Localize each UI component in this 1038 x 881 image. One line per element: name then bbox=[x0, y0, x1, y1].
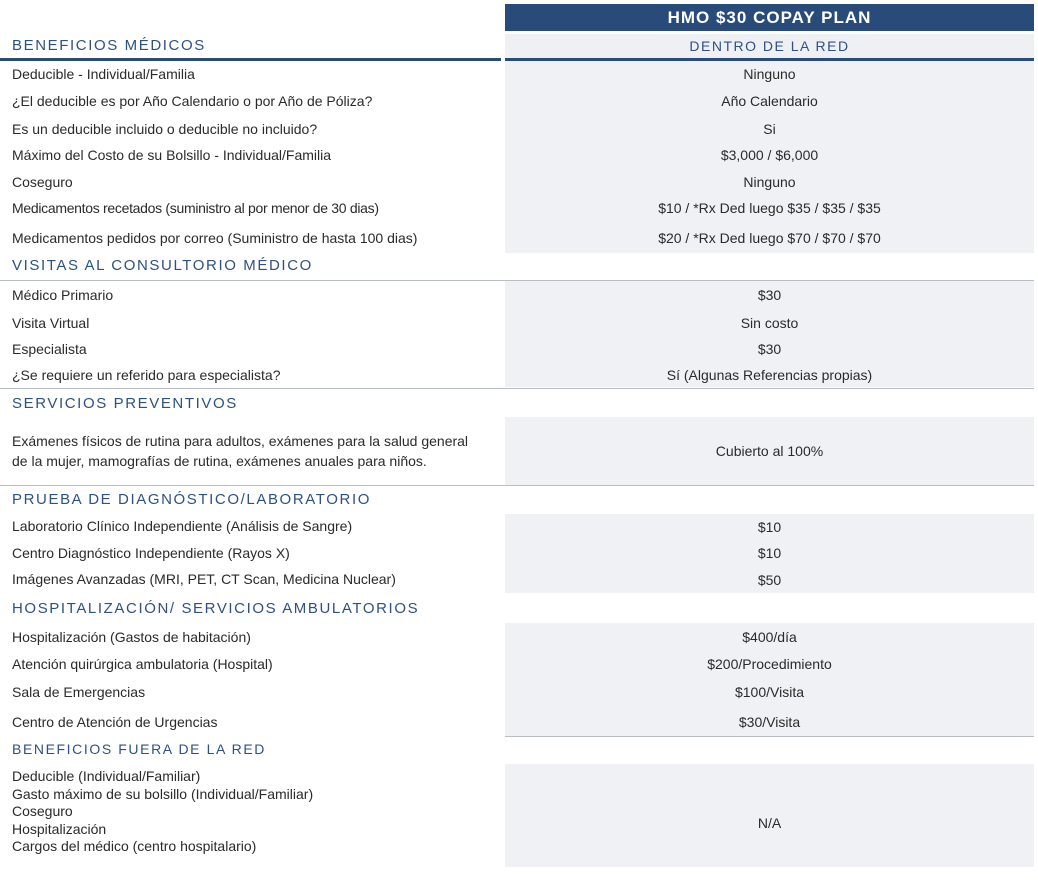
row-value: $10 bbox=[757, 545, 782, 561]
row-label: Centro Diagnóstico Independiente (Rayos X) bbox=[12, 545, 290, 561]
network-column-header: DENTRO DE LA RED bbox=[505, 34, 1034, 58]
out-of-network-labels bbox=[12, 768, 492, 864]
section-title-office-visits: VISITAS AL CONSULTORIO MÉDICO bbox=[12, 257, 313, 274]
row-value: $20 / *Rx Ded luego $70 / $70 / $70 bbox=[658, 230, 881, 246]
row-value: Cubierto al 100% bbox=[715, 443, 824, 459]
row-value: $400/día bbox=[742, 628, 797, 645]
plan-title: HMO $30 COPAY PLAN bbox=[505, 4, 1034, 31]
row-label: Hospitalización bbox=[12, 820, 107, 837]
row-label: Hospitalización (Gastos de habitación) bbox=[12, 628, 251, 645]
divider bbox=[0, 485, 1034, 486]
row-value: $50 bbox=[757, 572, 782, 588]
section-title-preventive-services: SERVICIOS PREVENTIVOS bbox=[12, 395, 238, 412]
row-label: Medicamentos pedidos por correo (Suministro de hasta 100 dias) bbox=[12, 230, 418, 246]
row-label: Es un deducible incluido o deducible no incluido? bbox=[12, 120, 318, 137]
row-value: $30/Visita bbox=[738, 713, 801, 730]
row-label: Médico Primario bbox=[12, 287, 114, 303]
row-label: Cargos del médico (centro hospitalario) bbox=[12, 838, 257, 854]
row-label: Coseguro bbox=[12, 173, 73, 190]
divider bbox=[0, 58, 501, 61]
section-title-diagnostic-lab: PRUEBA DE DIAGNÓSTICO/LABORATORIO bbox=[12, 491, 371, 508]
row-value: N/A bbox=[757, 814, 782, 831]
row-label: Imágenes Avanzadas (MRI, PET, CT Scan, Medicina Nuclear) bbox=[12, 571, 396, 587]
row-value: Sin costo bbox=[740, 314, 799, 331]
row-value: $3,000 / $6,000 bbox=[720, 147, 819, 163]
row-value: $10 bbox=[757, 519, 782, 535]
row-value: Año Calendario bbox=[721, 93, 818, 109]
divider bbox=[505, 736, 1034, 737]
row-label: Gasto máximo de su bolsillo (Individual/Familiar) bbox=[12, 785, 314, 802]
row-label: Sala de Emergencias bbox=[12, 684, 146, 700]
row-value: Sí (Algunas Referencias propias) bbox=[666, 367, 873, 383]
row-value: Ninguno bbox=[743, 66, 796, 82]
row-value: $200/Procedimiento bbox=[707, 655, 832, 672]
row-label: Laboratorio Clínico Independiente (Análisis de Sangre) bbox=[12, 518, 353, 534]
row-label: ¿Se requiere un referido para especialista? bbox=[12, 367, 281, 383]
row-label: Deducible - Individual/Familia bbox=[12, 66, 195, 82]
row-label: Deducible (Individual/Familiar) bbox=[12, 768, 201, 784]
divider bbox=[0, 280, 1034, 281]
row-label: Coseguro bbox=[12, 803, 73, 819]
section-title-out-of-network: BENEFICIOS FUERA DE LA RED bbox=[12, 741, 266, 757]
row-label: Máximo del Costo de su Bolsillo - Individual/Familia bbox=[12, 147, 332, 163]
divider bbox=[0, 388, 1034, 389]
row-label: Medicamentos recetados (suministro al por menor de 30 dias) bbox=[12, 200, 379, 216]
row-value: $100/Visita bbox=[734, 684, 804, 700]
section-title-medical-benefits: BENEFICIOS MÉDICOS bbox=[12, 37, 206, 54]
row-label: ¿El deducible es por Año Calendario o por Año de Póliza? bbox=[12, 93, 373, 109]
row-label: Exámenes físicos de rutina para adultos, exámenes para la salud general de la mujer, mamografías de rutina, exámenes anuales para niños. bbox=[12, 433, 469, 469]
row-value: $30 bbox=[757, 341, 782, 357]
row-value: Ninguno bbox=[743, 173, 796, 190]
row-label: Visita Virtual bbox=[12, 314, 90, 331]
row-label: Centro de Atención de Urgencias bbox=[12, 713, 218, 730]
row-value: $30 bbox=[757, 287, 782, 303]
row-label: Especialista bbox=[12, 341, 87, 357]
row-value: Si bbox=[763, 120, 776, 137]
row-value: $10 / *Rx Ded luego $35 / $35 / $35 bbox=[658, 200, 881, 216]
row-label: Atención quirúrgica ambulatoria (Hospital) bbox=[12, 655, 273, 672]
section-title-hospitalization: HOSPITALIZACIÓN/ SERVICIOS AMBULATORIOS bbox=[12, 600, 420, 617]
